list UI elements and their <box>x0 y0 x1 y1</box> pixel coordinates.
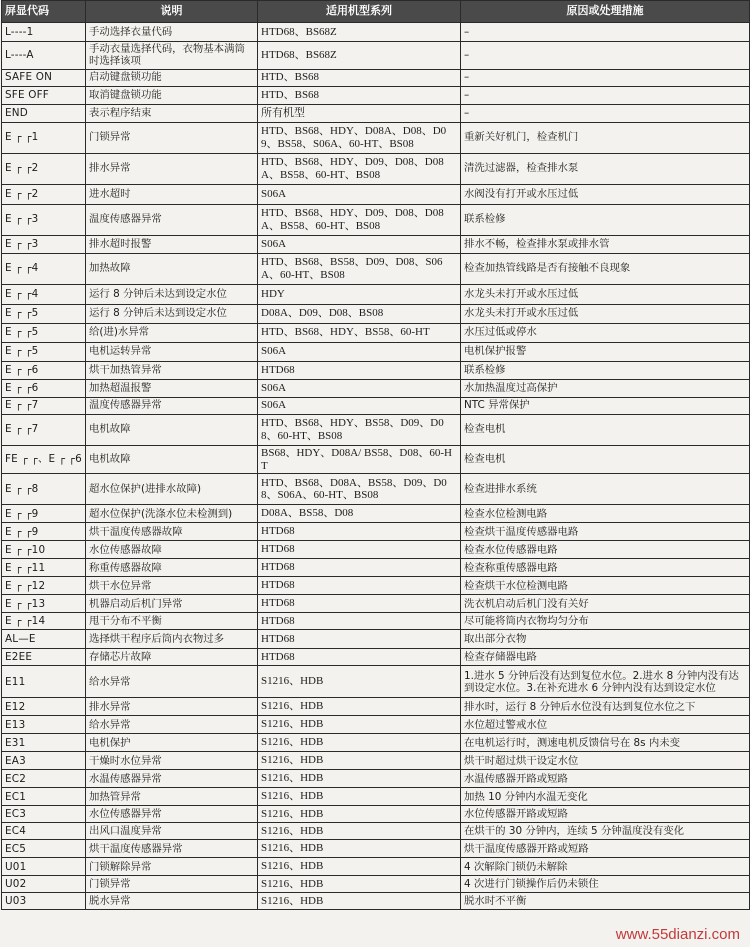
row-models: S1216、HDB <box>258 666 461 698</box>
row-models: 所有机型 <box>258 104 461 122</box>
table-row <box>2 876 750 893</box>
row-code: E12 <box>2 698 86 716</box>
row-models: S06A <box>258 397 461 414</box>
row-code: EC4 <box>2 823 86 840</box>
row-code: E ┌ ┌7 <box>2 397 86 414</box>
row-models: S1216、HDB <box>258 823 461 840</box>
row-models: HTD、BS68、HDY、D09、D08、D08A、BS58、60-HT、BS08 <box>258 204 461 235</box>
row-action: – <box>461 23 750 42</box>
row-description: 电机保护 <box>86 734 258 752</box>
table-row <box>2 153 750 184</box>
row-models: HTD、BS68 <box>258 86 461 104</box>
table-row <box>2 104 750 122</box>
row-code: L----A <box>2 42 86 70</box>
header-description: 说明 <box>86 1 258 23</box>
row-description: 选择烘干程序后筒内衣物过多 <box>86 630 258 649</box>
row-models: S06A <box>258 379 461 397</box>
table-row <box>2 323 750 342</box>
table-row <box>2 69 750 86</box>
row-description: 出风口温度异常 <box>86 823 258 840</box>
row-action: 取出部分衣物 <box>461 630 750 649</box>
row-models: HTD68 <box>258 613 461 630</box>
row-description: 甩干分布不平衡 <box>86 613 258 630</box>
row-models: HTD68 <box>258 577 461 595</box>
row-description: 加热故障 <box>86 253 258 284</box>
row-models: S06A <box>258 184 461 204</box>
row-description: 门锁异常 <box>86 122 258 153</box>
table-row <box>2 734 750 752</box>
row-description: 电机故障 <box>86 414 258 445</box>
row-models: HTD、BS68、HDY、D09、D08、D08A、BS58、60-HT、BS08 <box>258 153 461 184</box>
table-row <box>2 840 750 858</box>
row-action: 水加热温度过高保护 <box>461 379 750 397</box>
row-code: U01 <box>2 858 86 876</box>
table-row <box>2 253 750 284</box>
row-models: S1216、HDB <box>258 770 461 788</box>
row-description: 超水位保护(进排水故障) <box>86 474 258 505</box>
row-code: E ┌ ┌12 <box>2 577 86 595</box>
row-description: 烘干温度传感器故障 <box>86 523 258 541</box>
table-row <box>2 23 750 42</box>
error-code-table <box>1 0 750 910</box>
row-models: HTD68 <box>258 595 461 613</box>
table-row <box>2 716 750 734</box>
row-action: 水龙头未打开或水压过低 <box>461 284 750 304</box>
row-action: NTC 异常保护 <box>461 397 750 414</box>
table-row <box>2 505 750 523</box>
row-description: 运行 8 分钟后未达到设定水位 <box>86 284 258 304</box>
row-code: EC3 <box>2 806 86 823</box>
row-description: 进水超时 <box>86 184 258 204</box>
row-code: E ┌ ┌9 <box>2 505 86 523</box>
row-action: 水龙头未打开或水压过低 <box>461 304 750 323</box>
table-row <box>2 379 750 397</box>
row-action: 加热 10 分钟内水温无变化 <box>461 788 750 806</box>
table-row <box>2 577 750 595</box>
row-code: E ┌ ┌13 <box>2 595 86 613</box>
row-models: HTD、BS68、HDY、BS58、60-HT <box>258 323 461 342</box>
row-action: 联系检修 <box>461 361 750 379</box>
row-description: 电机故障 <box>86 445 258 474</box>
table-row <box>2 823 750 840</box>
header-display-code: 屏显代码 <box>2 1 86 23</box>
row-action: 联系检修 <box>461 204 750 235</box>
row-models: BS68、HDY、D08A/ BS58、D08、60-HT <box>258 445 461 474</box>
row-models: S1216、HDB <box>258 788 461 806</box>
table-row <box>2 523 750 541</box>
row-models: S06A <box>258 235 461 253</box>
row-action: 烘干时超过烘干设定水位 <box>461 752 750 770</box>
row-action: 检查称重传感器电路 <box>461 559 750 577</box>
table-row <box>2 698 750 716</box>
table-row <box>2 42 750 70</box>
watermark: www.55dianzi.com <box>615 926 740 943</box>
table-row <box>2 595 750 613</box>
row-action: 检查电机 <box>461 445 750 474</box>
row-code: L----1 <box>2 23 86 42</box>
row-description: 温度传感器异常 <box>86 397 258 414</box>
row-code: E ┌ ┌3 <box>2 204 86 235</box>
row-action: 在烘干的 30 分钟内，连续 5 分钟温度没有变化 <box>461 823 750 840</box>
row-action: 检查电机 <box>461 414 750 445</box>
row-action: – <box>461 86 750 104</box>
row-description: 门锁异常 <box>86 876 258 893</box>
row-action: 检查进排水系统 <box>461 474 750 505</box>
row-code: E ┌ ┌14 <box>2 613 86 630</box>
row-action: 在电机运行时，测速电机反馈信号在 8s 内未变 <box>461 734 750 752</box>
table-row <box>2 649 750 666</box>
row-action: 清洗过滤器，检查排水泵 <box>461 153 750 184</box>
row-action: 烘干温度传感器开路或短路 <box>461 840 750 858</box>
row-description: 加热管异常 <box>86 788 258 806</box>
table-row <box>2 445 750 474</box>
row-code: E ┌ ┌3 <box>2 235 86 253</box>
row-action: 水阀没有打开或水压过低 <box>461 184 750 204</box>
row-description: 干燥时水位异常 <box>86 752 258 770</box>
row-description: 脱水异常 <box>86 893 258 910</box>
row-description: 烘干水位异常 <box>86 577 258 595</box>
row-code: E ┌ ┌11 <box>2 559 86 577</box>
row-action: – <box>461 42 750 70</box>
row-action: 排水不畅，检查排水泵或排水管 <box>461 235 750 253</box>
row-models: S06A <box>258 342 461 361</box>
row-code: E31 <box>2 734 86 752</box>
row-models: S1216、HDB <box>258 752 461 770</box>
header-models: 适用机型系列 <box>258 1 461 23</box>
table-row <box>2 361 750 379</box>
row-action: 检查加热管线路是否有接触不良现象 <box>461 253 750 284</box>
row-code: E ┌ ┌4 <box>2 284 86 304</box>
row-description: 排水超时报警 <box>86 235 258 253</box>
row-models: HTD68 <box>258 541 461 559</box>
row-code: END <box>2 104 86 122</box>
row-code: E ┌ ┌8 <box>2 474 86 505</box>
row-description: 电机运转异常 <box>86 342 258 361</box>
table-row <box>2 788 750 806</box>
row-description: 启动键盘锁功能 <box>86 69 258 86</box>
row-models: S1216、HDB <box>258 806 461 823</box>
table-row <box>2 559 750 577</box>
row-models: HTD68 <box>258 523 461 541</box>
table-row <box>2 235 750 253</box>
row-description: 温度传感器异常 <box>86 204 258 235</box>
table-header-row <box>2 1 750 23</box>
table-row <box>2 414 750 445</box>
row-description: 烘干温度传感器异常 <box>86 840 258 858</box>
row-models: S1216、HDB <box>258 716 461 734</box>
row-description: 称重传感器故障 <box>86 559 258 577</box>
row-code: E ┌ ┌6 <box>2 361 86 379</box>
row-code: E ┌ ┌10 <box>2 541 86 559</box>
table-row <box>2 397 750 414</box>
row-description: 超水位保护(洗涤水位未检测到) <box>86 505 258 523</box>
table-row <box>2 541 750 559</box>
table-row <box>2 630 750 649</box>
row-code: E11 <box>2 666 86 698</box>
row-models: HDY <box>258 284 461 304</box>
row-action: 检查烘干水位检测电路 <box>461 577 750 595</box>
row-action: 4 次解除门锁仍未解除 <box>461 858 750 876</box>
row-action: 水温传感器开路或短路 <box>461 770 750 788</box>
row-action: 洗衣机启动后机门没有关好 <box>461 595 750 613</box>
row-description: 排水异常 <box>86 153 258 184</box>
row-models: HTD68、BS68Z <box>258 42 461 70</box>
row-description: 门锁解除异常 <box>86 858 258 876</box>
row-description: 烘干加热管异常 <box>86 361 258 379</box>
table-row <box>2 806 750 823</box>
row-models: HTD68 <box>258 559 461 577</box>
row-action: 检查存储器电路 <box>461 649 750 666</box>
row-models: S1216、HDB <box>258 734 461 752</box>
row-code: EA3 <box>2 752 86 770</box>
row-action: 检查水位检测电路 <box>461 505 750 523</box>
table-row <box>2 893 750 910</box>
row-description: 水温传感器异常 <box>86 770 258 788</box>
row-action: 水位超过警戒水位 <box>461 716 750 734</box>
table-row <box>2 304 750 323</box>
row-models: HTD、BS68、D08A、BS58、D09、D08、S06A、60-HT、BS08 <box>258 474 461 505</box>
row-models: HTD、BS68、HDY、BS58、D09、D08、60-HT、BS08 <box>258 414 461 445</box>
table-row <box>2 284 750 304</box>
row-description: 加热超温报警 <box>86 379 258 397</box>
row-code: SAFE ON <box>2 69 86 86</box>
table-row <box>2 204 750 235</box>
row-action: 排水时，运行 8 分钟后水位没有达到复位水位之下 <box>461 698 750 716</box>
row-code: EC5 <box>2 840 86 858</box>
row-description: 手动衣量选择代码，衣物基本满筒时选择该项 <box>86 42 258 70</box>
row-models: HTD68 <box>258 630 461 649</box>
row-models: HTD、BS68 <box>258 69 461 86</box>
row-description: 给(进)水异常 <box>86 323 258 342</box>
row-action: 电机保护报警 <box>461 342 750 361</box>
row-models: HTD、BS68、HDY、D08A、D08、D09、BS58、S06A、60-HT、BS08 <box>258 122 461 153</box>
row-action: 脱水时不平衡 <box>461 893 750 910</box>
row-action: 重新关好机门，检查机门 <box>461 122 750 153</box>
row-models: S1216、HDB <box>258 698 461 716</box>
row-code: E ┌ ┌6 <box>2 379 86 397</box>
table-row <box>2 184 750 204</box>
table-row <box>2 666 750 698</box>
row-code: E ┌ ┌5 <box>2 342 86 361</box>
row-code: E ┌ ┌2 <box>2 153 86 184</box>
row-code: E2EE <box>2 649 86 666</box>
row-description: 水位传感器异常 <box>86 806 258 823</box>
row-action: 水压过低或停水 <box>461 323 750 342</box>
table-row <box>2 858 750 876</box>
row-description: 取消键盘锁功能 <box>86 86 258 104</box>
table-row <box>2 86 750 104</box>
row-action: 4 次进行门锁操作后仍未锁住 <box>461 876 750 893</box>
row-code: FE ┌ ┌、E ┌ ┌6 <box>2 445 86 474</box>
row-code: E ┌ ┌9 <box>2 523 86 541</box>
table-row <box>2 474 750 505</box>
row-description: 运行 8 分钟后未达到设定水位 <box>86 304 258 323</box>
row-description: 水位传感器故障 <box>86 541 258 559</box>
row-models: S1216、HDB <box>258 893 461 910</box>
row-code: U02 <box>2 876 86 893</box>
row-models: S1216、HDB <box>258 876 461 893</box>
row-models: HTD、BS68、BS58、D09、D08、S06A、60-HT、BS08 <box>258 253 461 284</box>
row-description: 排水异常 <box>86 698 258 716</box>
row-code: SFE OFF <box>2 86 86 104</box>
row-code: E ┌ ┌2 <box>2 184 86 204</box>
row-code: E ┌ ┌7 <box>2 414 86 445</box>
row-action: 水位传感器开路或短路 <box>461 806 750 823</box>
row-models: HTD68 <box>258 649 461 666</box>
header-cause-action: 原因或处理措施 <box>461 1 750 23</box>
row-models: S1216、HDB <box>258 840 461 858</box>
row-action: 检查烘干温度传感器电路 <box>461 523 750 541</box>
row-models: D08A、BS58、D08 <box>258 505 461 523</box>
row-models: HTD68 <box>258 361 461 379</box>
table-row <box>2 613 750 630</box>
row-description: 表示程序结束 <box>86 104 258 122</box>
row-action: – <box>461 69 750 86</box>
row-code: EC1 <box>2 788 86 806</box>
row-code: U03 <box>2 893 86 910</box>
row-action: 尽可能将筒内衣物均匀分布 <box>461 613 750 630</box>
table-row <box>2 122 750 153</box>
row-description: 给水异常 <box>86 716 258 734</box>
row-models: D08A、D09、D08、BS08 <box>258 304 461 323</box>
row-action: 1.进水 5 分钟后没有达到复位水位。2.进水 8 分钟内没有达到设定水位。3.在补充进水 6 分钟内没有达到设定水位 <box>461 666 750 698</box>
row-code: E13 <box>2 716 86 734</box>
row-description: 存储芯片故障 <box>86 649 258 666</box>
row-code: E ┌ ┌4 <box>2 253 86 284</box>
table-row <box>2 342 750 361</box>
table-row <box>2 752 750 770</box>
row-code: E ┌ ┌5 <box>2 323 86 342</box>
row-description: 手动选择衣量代码 <box>86 23 258 42</box>
row-action: – <box>461 104 750 122</box>
row-models: S1216、HDB <box>258 858 461 876</box>
row-description: 机器启动后机门异常 <box>86 595 258 613</box>
row-models: HTD68、BS68Z <box>258 23 461 42</box>
row-code: E ┌ ┌1 <box>2 122 86 153</box>
row-description: 给水异常 <box>86 666 258 698</box>
table-row <box>2 770 750 788</box>
table-body <box>2 23 750 910</box>
row-code: E ┌ ┌5 <box>2 304 86 323</box>
row-action: 检查水位传感器电路 <box>461 541 750 559</box>
row-code: AL—E <box>2 630 86 649</box>
row-code: EC2 <box>2 770 86 788</box>
